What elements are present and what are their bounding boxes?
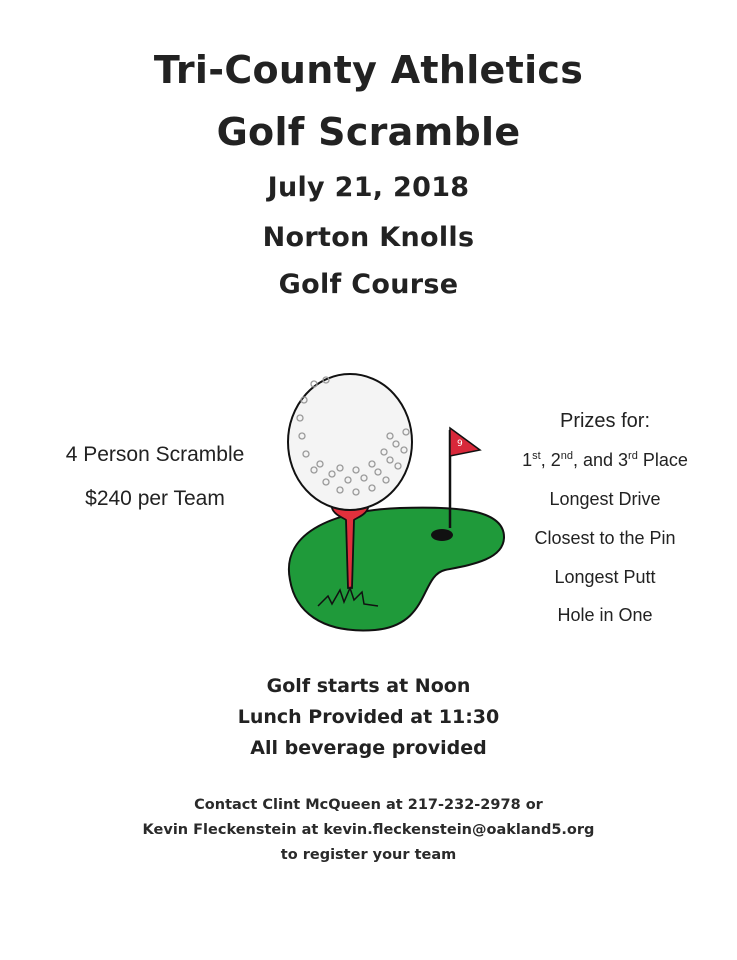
event-price: $240 per Team — [85, 487, 225, 510]
contact-line-2: Kevin Fleckenstein at kevin.fleckenstein@oakland5.org — [142, 822, 595, 838]
contact-line-1: Contact Clint McQueen at 217-232-2978 or — [194, 797, 543, 813]
event-date: July 21, 2018 — [267, 172, 470, 203]
place-2-suffix: nd — [560, 450, 573, 462]
place-tail: Place — [642, 450, 688, 470]
title-line-2: Golf Scramble — [216, 110, 521, 154]
lunch-info: Lunch Provided at 11:30 — [237, 706, 500, 728]
prize-item: Closest to the Pin — [534, 528, 676, 548]
prizes-heading: Prizes for: — [559, 410, 651, 432]
beverage-info: All beverage provided — [250, 737, 487, 759]
prize-places: 1st, 2nd, and 3rd Place — [522, 450, 688, 470]
title-line-1: Tri-County Athletics — [153, 48, 584, 92]
prize-item: Hole in One — [557, 605, 653, 625]
prize-item: Longest Drive — [549, 489, 661, 509]
venue-name: Norton Knolls — [262, 222, 475, 253]
flag-number: 9 — [457, 439, 463, 449]
venue-type: Golf Course — [278, 269, 459, 300]
contact-line-3: to register your team — [280, 847, 457, 863]
golf-ball-icon — [288, 374, 412, 510]
place-2: 2 — [550, 450, 561, 470]
start-time: Golf starts at Noon — [266, 675, 471, 697]
putting-green-icon — [289, 508, 504, 631]
event-format: 4 Person Scramble — [65, 443, 245, 466]
place-3: and 3 — [583, 450, 629, 470]
golf-illustration — [280, 360, 510, 640]
place-3-suffix: rd — [628, 450, 638, 462]
place-1: 1 — [522, 450, 533, 470]
place-1-suffix: st — [532, 450, 541, 462]
prize-item: Longest Putt — [554, 567, 656, 587]
